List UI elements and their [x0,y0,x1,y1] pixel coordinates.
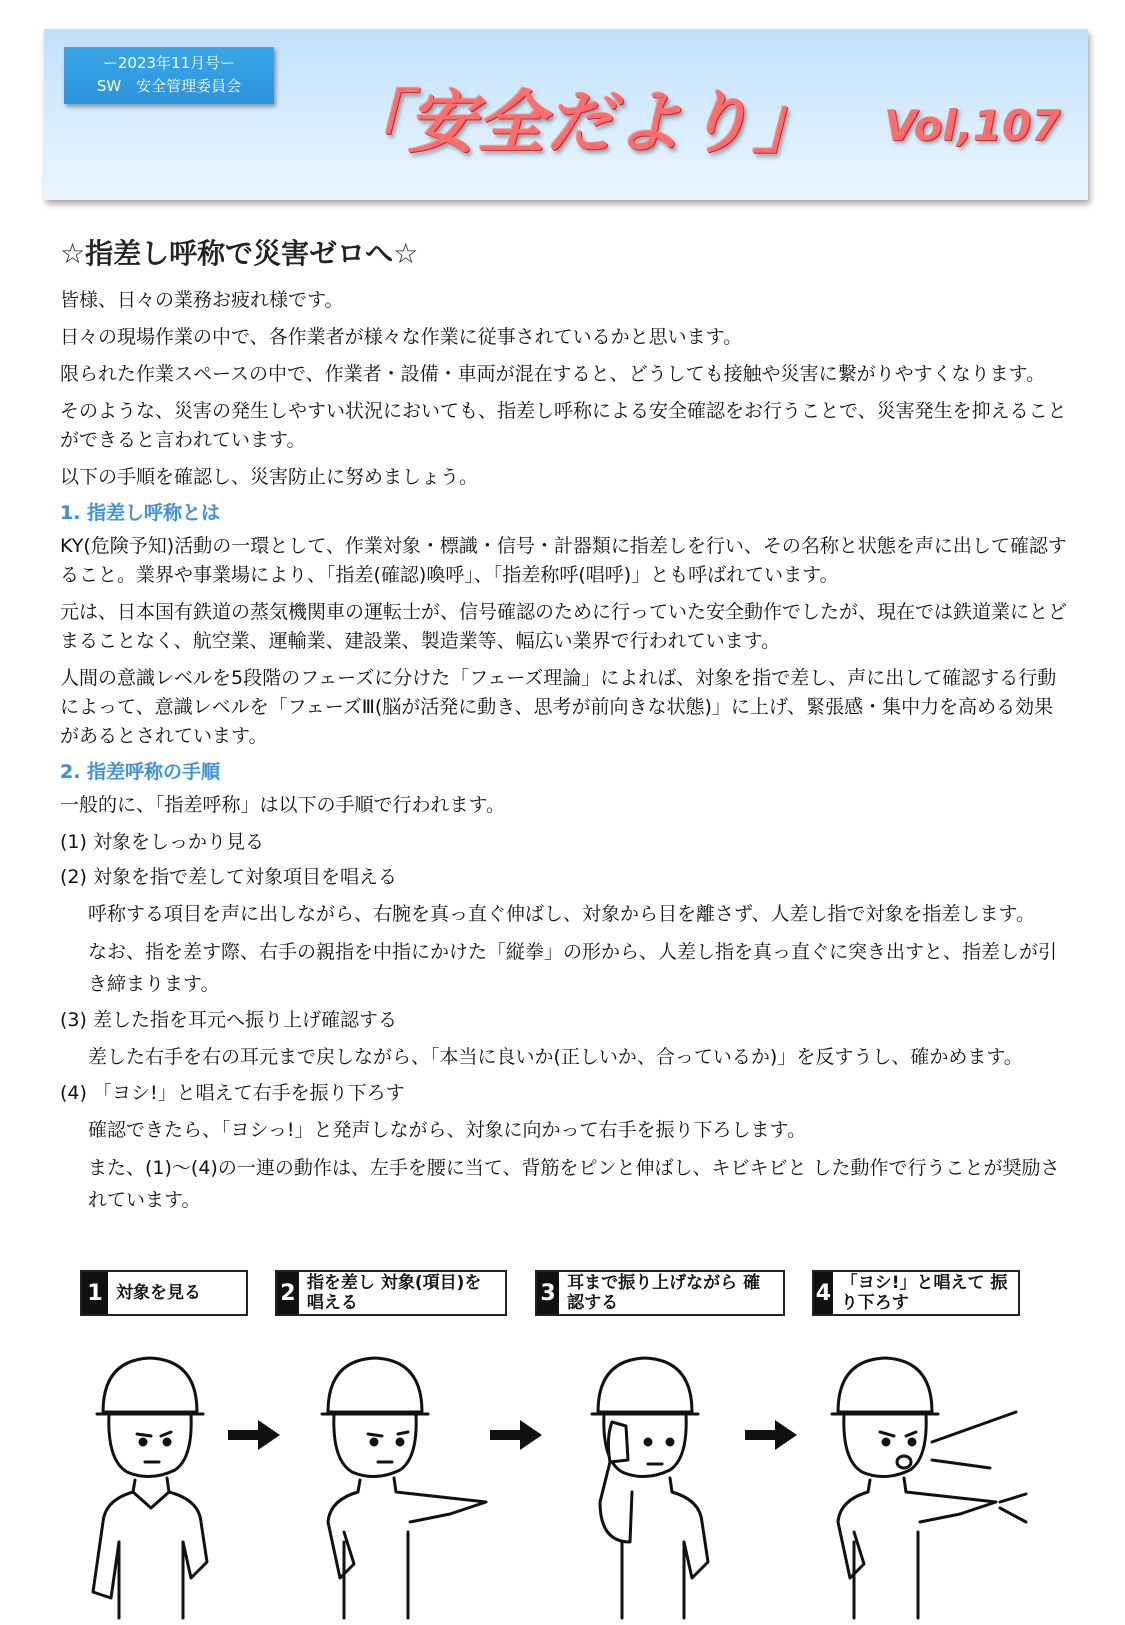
step-2: (2) 対象を指で差して対象項目を唱える [60,866,397,888]
intro-paragraph: 皆様、日々の業務お疲れ様です。 [60,289,344,311]
panel-text: 対象を見る [116,1283,201,1303]
section1-paragraph: 人間の意識レベルを5段階のフェーズに分けた「フェーズ理論」によれば、対象を指で差し、声に出して確認する行動によって、意識レベルを「フェーズⅢ(脳が活発に動き、思考が前向きな状態)」に上げ、緊張感・集中力を高める効果があるとされています。 [60,667,1057,747]
step-1: (1) 対象をしっかり見る [60,831,264,853]
issue-badge [64,47,274,104]
panel-label-2 [275,1270,507,1316]
right-arrow-icon [228,1420,280,1450]
step-4-detail: 確認できたら、「ヨシっ!」と発声しながら、対象に向かって右手を振り下ろします。 [88,1119,807,1141]
intro-paragraph: そのような、災害の発生しやすい状況においても、指差し呼称による安全確認をお行うことで、災害発生を抑えることができると言われています。 [60,400,1067,451]
section1-paragraph: KY(危険予知)活動の一環として、作業対象・標識・信号・計器類に指差しを行い、その名称と状態を声に出して確認すること。業界や事業場により、「指差(確認)喚呼」、「指差称呼(唱呼)」とも呼ばれています。 [60,535,1067,586]
newsletter-title: 「安全だより」 [339,84,823,163]
right-arrow-icon [490,1420,542,1450]
step-2-detail: なお、指を差す際、右手の親指を中指にかけた「縦拳」の形から、人差し指を真っ直ぐに突き出すと、指差しが引き締まります。 [88,941,1058,995]
step-4-detail: また、(1)〜(4)の一連の動作は、左手を腰に当て、背筋をピンと伸ばし、キビキビと した動作で行うことが奨励されています。 [88,1157,1060,1211]
panel-label-4 [812,1270,1020,1316]
procedure-illustration [60,1270,1070,1620]
right-arrow-icon [745,1420,797,1450]
intro-paragraph: 限られた作業スペースの中で、作業者・設備・車両が混在すると、どうしても接触や災害に繋がりやすくなります。 [60,363,1046,385]
panel-number: 1 [82,1272,108,1314]
panel-text: 指を差し 対象(項目)を唱える [306,1273,482,1313]
step-3: (3) 差した指を耳元へ振り上げ確認する [60,1009,397,1031]
section2-intro: 一般的に、「指差呼称」は以下の手順で行われます。 [60,794,505,816]
panel-text: 耳まで振り上げながら 確認する [567,1273,761,1313]
volume-number: Vol,107 [884,101,1061,150]
worker-looking-icon [75,1342,225,1620]
step-4: (4) 「ヨシ!」と唱えて右手を振り下ろす [60,1082,405,1104]
intro-paragraph: 日々の現場作業の中で、各作業者が様々な作業に従事されているかと思います。 [60,326,743,348]
article-body [60,232,1070,1222]
worker-calling-icon [820,1342,1030,1620]
panel-label-3 [535,1270,785,1316]
panel-text: 「ヨシ!」と唱えて 振り下ろす [840,1273,1008,1313]
worker-pointing-icon [310,1342,490,1620]
panel-number: 2 [277,1272,299,1314]
panel-number: 3 [537,1272,559,1314]
step-2-detail: 呼称する項目を声に出しながら、右腕を真っ直ぐ伸ばし、対象から目を離さず、人差し指で対象を指差します。 [88,903,1035,925]
section-title-2: 2. 指差呼称の手順 [60,761,221,783]
section-title-1: 1. 指差し呼称とは [60,502,221,524]
panel-label-1 [80,1270,248,1316]
step-3-detail: 差した右手を右の耳元まで戻しながら、「本当に良いか(正しいか、合っているか)」を反すうし、確かめます。 [88,1046,1023,1068]
panel-number: 4 [814,1272,833,1314]
article-heading: ☆指差し呼称で災害ゼロへ☆ [60,237,419,270]
issue-date: ー2023年11月号ー [102,54,236,72]
committee-name: SW 安全管理委員会 [96,77,242,95]
header-banner [44,29,1088,200]
intro-paragraph: 以下の手順を確認し、災害防止に努めましょう。 [60,466,479,488]
worker-confirming-icon [570,1342,720,1620]
section1-paragraph: 元は、日本国有鉄道の蒸気機関車の運転士が、信号確認のために行っていた安全動作でしたが、現在では鉄道業にとどまることなく、航空業、運輸業、建設業、製造業等、幅広い業界で行われています。 [60,601,1068,652]
